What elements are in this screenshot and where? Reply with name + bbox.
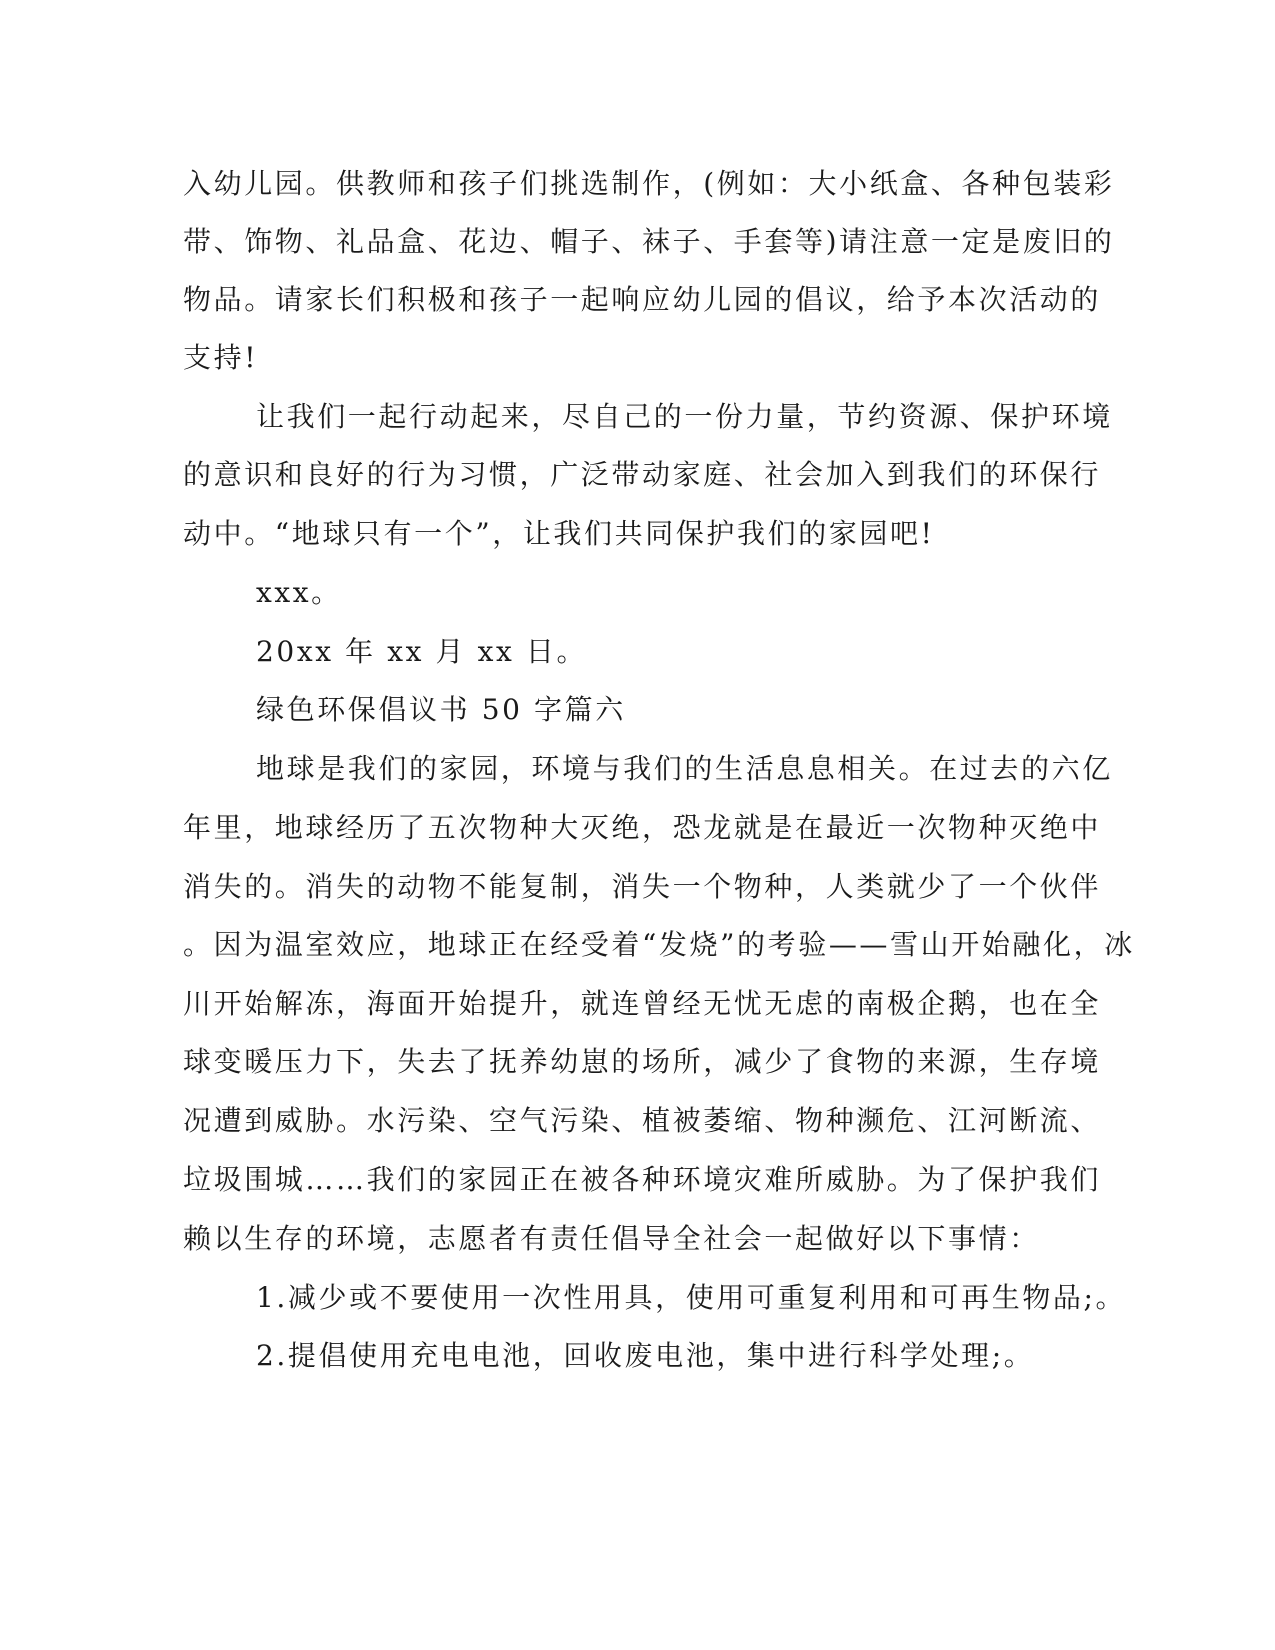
paragraph-line: 川开始解冻，海面开始提升，就连曾经无忧无虑的南极企鹅，也在全 [183,987,1102,1020]
paragraph-line: 赖以生存的环境，志愿者有责任倡导全社会一起做好以下事情： [183,1222,1040,1255]
section-heading: 绿色环保倡议书 50 字篇六 [256,693,626,726]
paragraph-line: 支持! [183,341,259,374]
paragraph-line: 。因为温室效应，地球正在经受着“发烧”的考验——雪山开始融化，冰 [183,928,1135,961]
paragraph-line: 的意识和良好的行为习惯，广泛带动家庭、社会加入到我们的环保行 [183,458,1102,491]
date-line: 20xx 年 xx 月 xx 日。 [256,635,588,668]
paragraph-line: 带、饰物、礼品盒、花边、帽子、袜子、手套等)请注意一定是废旧的 [183,225,1115,258]
list-item: 2.提倡使用充电电池，回收废电池，集中进行科学处理;。 [256,1339,1035,1372]
paragraph-line: 入幼儿园。供教师和孩子们挑选制作，(例如：大小纸盒、各种包装彩 [183,167,1115,200]
paragraph-line: 球变暖压力下，失去了抚养幼崽的场所，减少了食物的来源，生存境 [183,1045,1102,1078]
paragraph-line: 地球是我们的家园，环境与我们的生活息息相关。在过去的六亿 [256,752,1113,785]
paragraph-line: 让我们一起行动起来，尽自己的一份力量，节约资源、保护环境 [256,400,1113,433]
signature-line: xxx。 [256,576,342,609]
paragraph-line: 垃圾围城……我们的家园正在被各种环境灾难所威胁。为了保护我们 [183,1163,1102,1196]
paragraph-line: 况遭到威胁。水污染、空气污染、植被萎缩、物种濒危、江河断流、 [183,1104,1102,1137]
list-item: 1.减少或不要使用一次性用具，使用可重复利用和可再生物品;。 [256,1281,1127,1314]
paragraph-line: 年里，地球经历了五次物种大灭绝，恐龙就是在最近一次物种灭绝中 [183,811,1102,844]
paragraph-line: 动中。“地球只有一个”，让我们共同保护我们的家园吧! [183,517,935,550]
paragraph-line: 消失的。消失的动物不能复制，消失一个物种，人类就少了一个伙伴 [183,870,1102,903]
paragraph-line: 物品。请家长们积极和孩子一起响应幼儿园的倡议，给予本次活动的 [183,283,1102,316]
